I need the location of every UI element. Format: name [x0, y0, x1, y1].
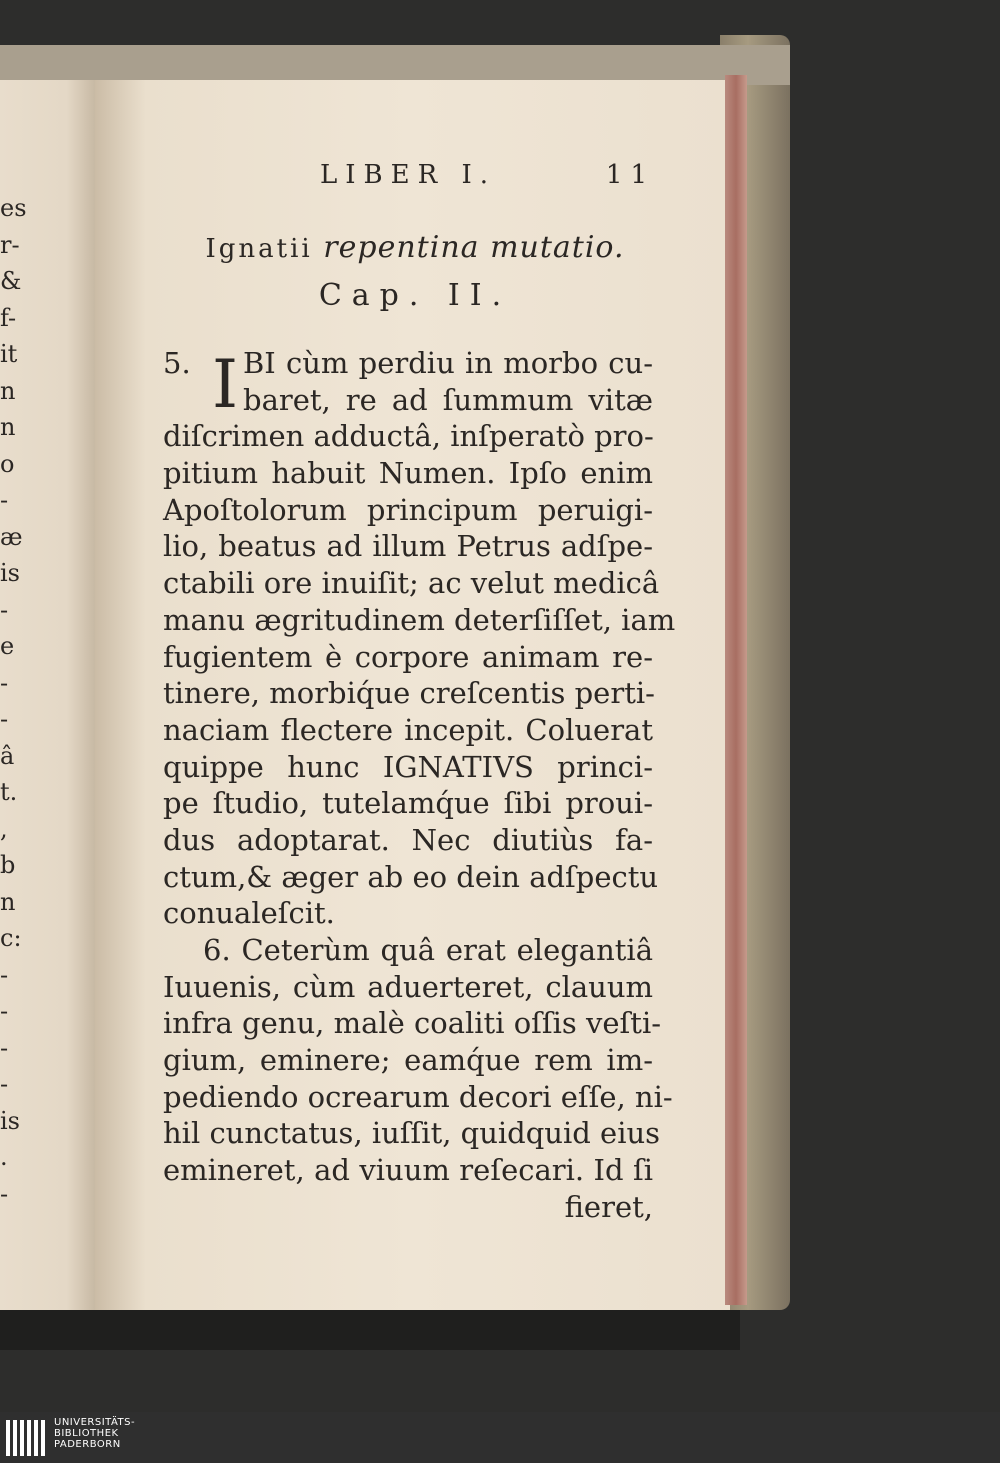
left-fragment: æ — [0, 522, 23, 551]
left-fragment: - — [0, 960, 9, 989]
library-logo-text: UNIVERSITÄTS- BIBLIOTHEK PADERBORN — [54, 1417, 136, 1450]
left-fragment: f- — [0, 303, 17, 332]
left-fragment: - — [0, 1179, 9, 1208]
left-fragment: - — [0, 486, 9, 514]
drop-cap: I — [212, 346, 239, 423]
paragraph-5-line: tinere, morbiq́ue creſcentis perti- — [163, 676, 655, 711]
left-fragment: r- — [0, 230, 20, 259]
left-fragment: n — [0, 887, 16, 916]
left-fragment: e — [0, 632, 15, 660]
running-head-title: LIBER I. — [320, 160, 496, 190]
paragraph-5-line: ctum,& æger ab eo dein adſpectu — [163, 859, 659, 894]
paragraph-6-line: pediendo ocrearum decori eſſe, ni- — [163, 1079, 673, 1114]
left-fragment: is — [0, 559, 20, 587]
left-fragment: it — [0, 340, 18, 368]
paragraph-5-number: 5. — [163, 346, 191, 380]
paragraph-5-line: lio, beatus ad illum Petrus adſpe- — [163, 529, 653, 564]
paragraph-6-line: emineret, ad viuum reſecari. Id ſi — [163, 1153, 653, 1188]
left-fragment: & — [0, 267, 22, 295]
chapter-heading-name: Ignatii — [205, 234, 313, 264]
paragraph-5-line: baret, re ad ſummum vitæ — [243, 382, 653, 417]
left-fragment: - — [0, 1033, 9, 1062]
left-fragment: o — [0, 449, 15, 478]
left-fragment: t. — [0, 778, 18, 806]
page-number: 11 — [605, 160, 655, 190]
left-fragment: n — [0, 413, 16, 441]
footer-bar — [0, 1412, 1000, 1463]
chapter-heading — [200, 230, 630, 265]
paragraph-6-line: hil cunctatus, iuſſit, quidquid eius — [163, 1116, 661, 1151]
paragraph-6-line: 6. Ceterùm quâ erat elegantiâ — [203, 933, 653, 967]
left-fragment: c: — [0, 924, 22, 952]
bottom-shadow — [0, 1310, 740, 1350]
chapter-number: Cap. II. — [318, 278, 512, 313]
paragraph-5-line: conualeſcit. — [163, 896, 335, 931]
paragraph-5-line: dus adoptarat. Nec diutiùs fa- — [163, 822, 653, 857]
library-logo-icon — [6, 1418, 46, 1458]
book-top-edge — [0, 45, 790, 85]
running-head — [320, 160, 655, 190]
body-text — [163, 345, 676, 1226]
paragraph-5-line: manu ægritudinem deterſiſſet, iam — [163, 602, 676, 637]
left-fragment: es — [0, 194, 27, 222]
left-fragment: , — [0, 814, 8, 843]
paragraph-5-line: ctabili ore inuiſit; ac velut medicâ — [163, 566, 660, 601]
paragraph-5-line: naciam flectere incepit. Coluerat — [163, 712, 653, 747]
paragraph-5-line: diſcrimen adductâ, inſperatò pro- — [163, 419, 654, 454]
paragraph-5-line: fugientem è corpore animam re- — [163, 639, 653, 674]
left-fragment: - — [0, 1070, 9, 1098]
paragraph-5-line-1: 5. BI cùm perdiu in morbo cu- — [163, 346, 653, 380]
paragraph-6-line: Iuuenis, cùm aduerteret, clauum — [163, 969, 653, 1004]
paragraph-6-line: infra genu, malè coaliti oſſis veſti- — [163, 1006, 662, 1041]
paragraph-5-line: quippe hunc IGNATIVS princi- — [163, 749, 653, 784]
left-fragment: â — [0, 741, 15, 770]
paragraph-5-line: Apoſtolorum principum peruigi- — [163, 492, 653, 527]
red-page-edges — [725, 75, 747, 1305]
left-fragment: - — [0, 668, 9, 697]
left-fragment: . — [0, 1143, 8, 1171]
left-fragment: is — [0, 1106, 20, 1135]
chapter-heading-subtitle: repentina mutatio. — [323, 230, 625, 265]
left-page-text-fragments — [0, 190, 40, 1212]
paragraph-6-line: gium, eminere; eamq́ue rem im- — [163, 1043, 653, 1078]
paragraph-5-line: pitium habuit Numen. Ipſo enim — [163, 456, 653, 491]
left-fragment: - — [0, 595, 9, 624]
left-fragment: - — [0, 997, 9, 1025]
left-fragment: b — [0, 851, 16, 879]
catchword: fieret, — [564, 1189, 653, 1224]
left-fragment: - — [0, 705, 9, 733]
paragraph-5-line: pe ſtudio, tutelamq́ue ſibi proui- — [163, 786, 653, 821]
left-fragment: n — [0, 376, 16, 405]
